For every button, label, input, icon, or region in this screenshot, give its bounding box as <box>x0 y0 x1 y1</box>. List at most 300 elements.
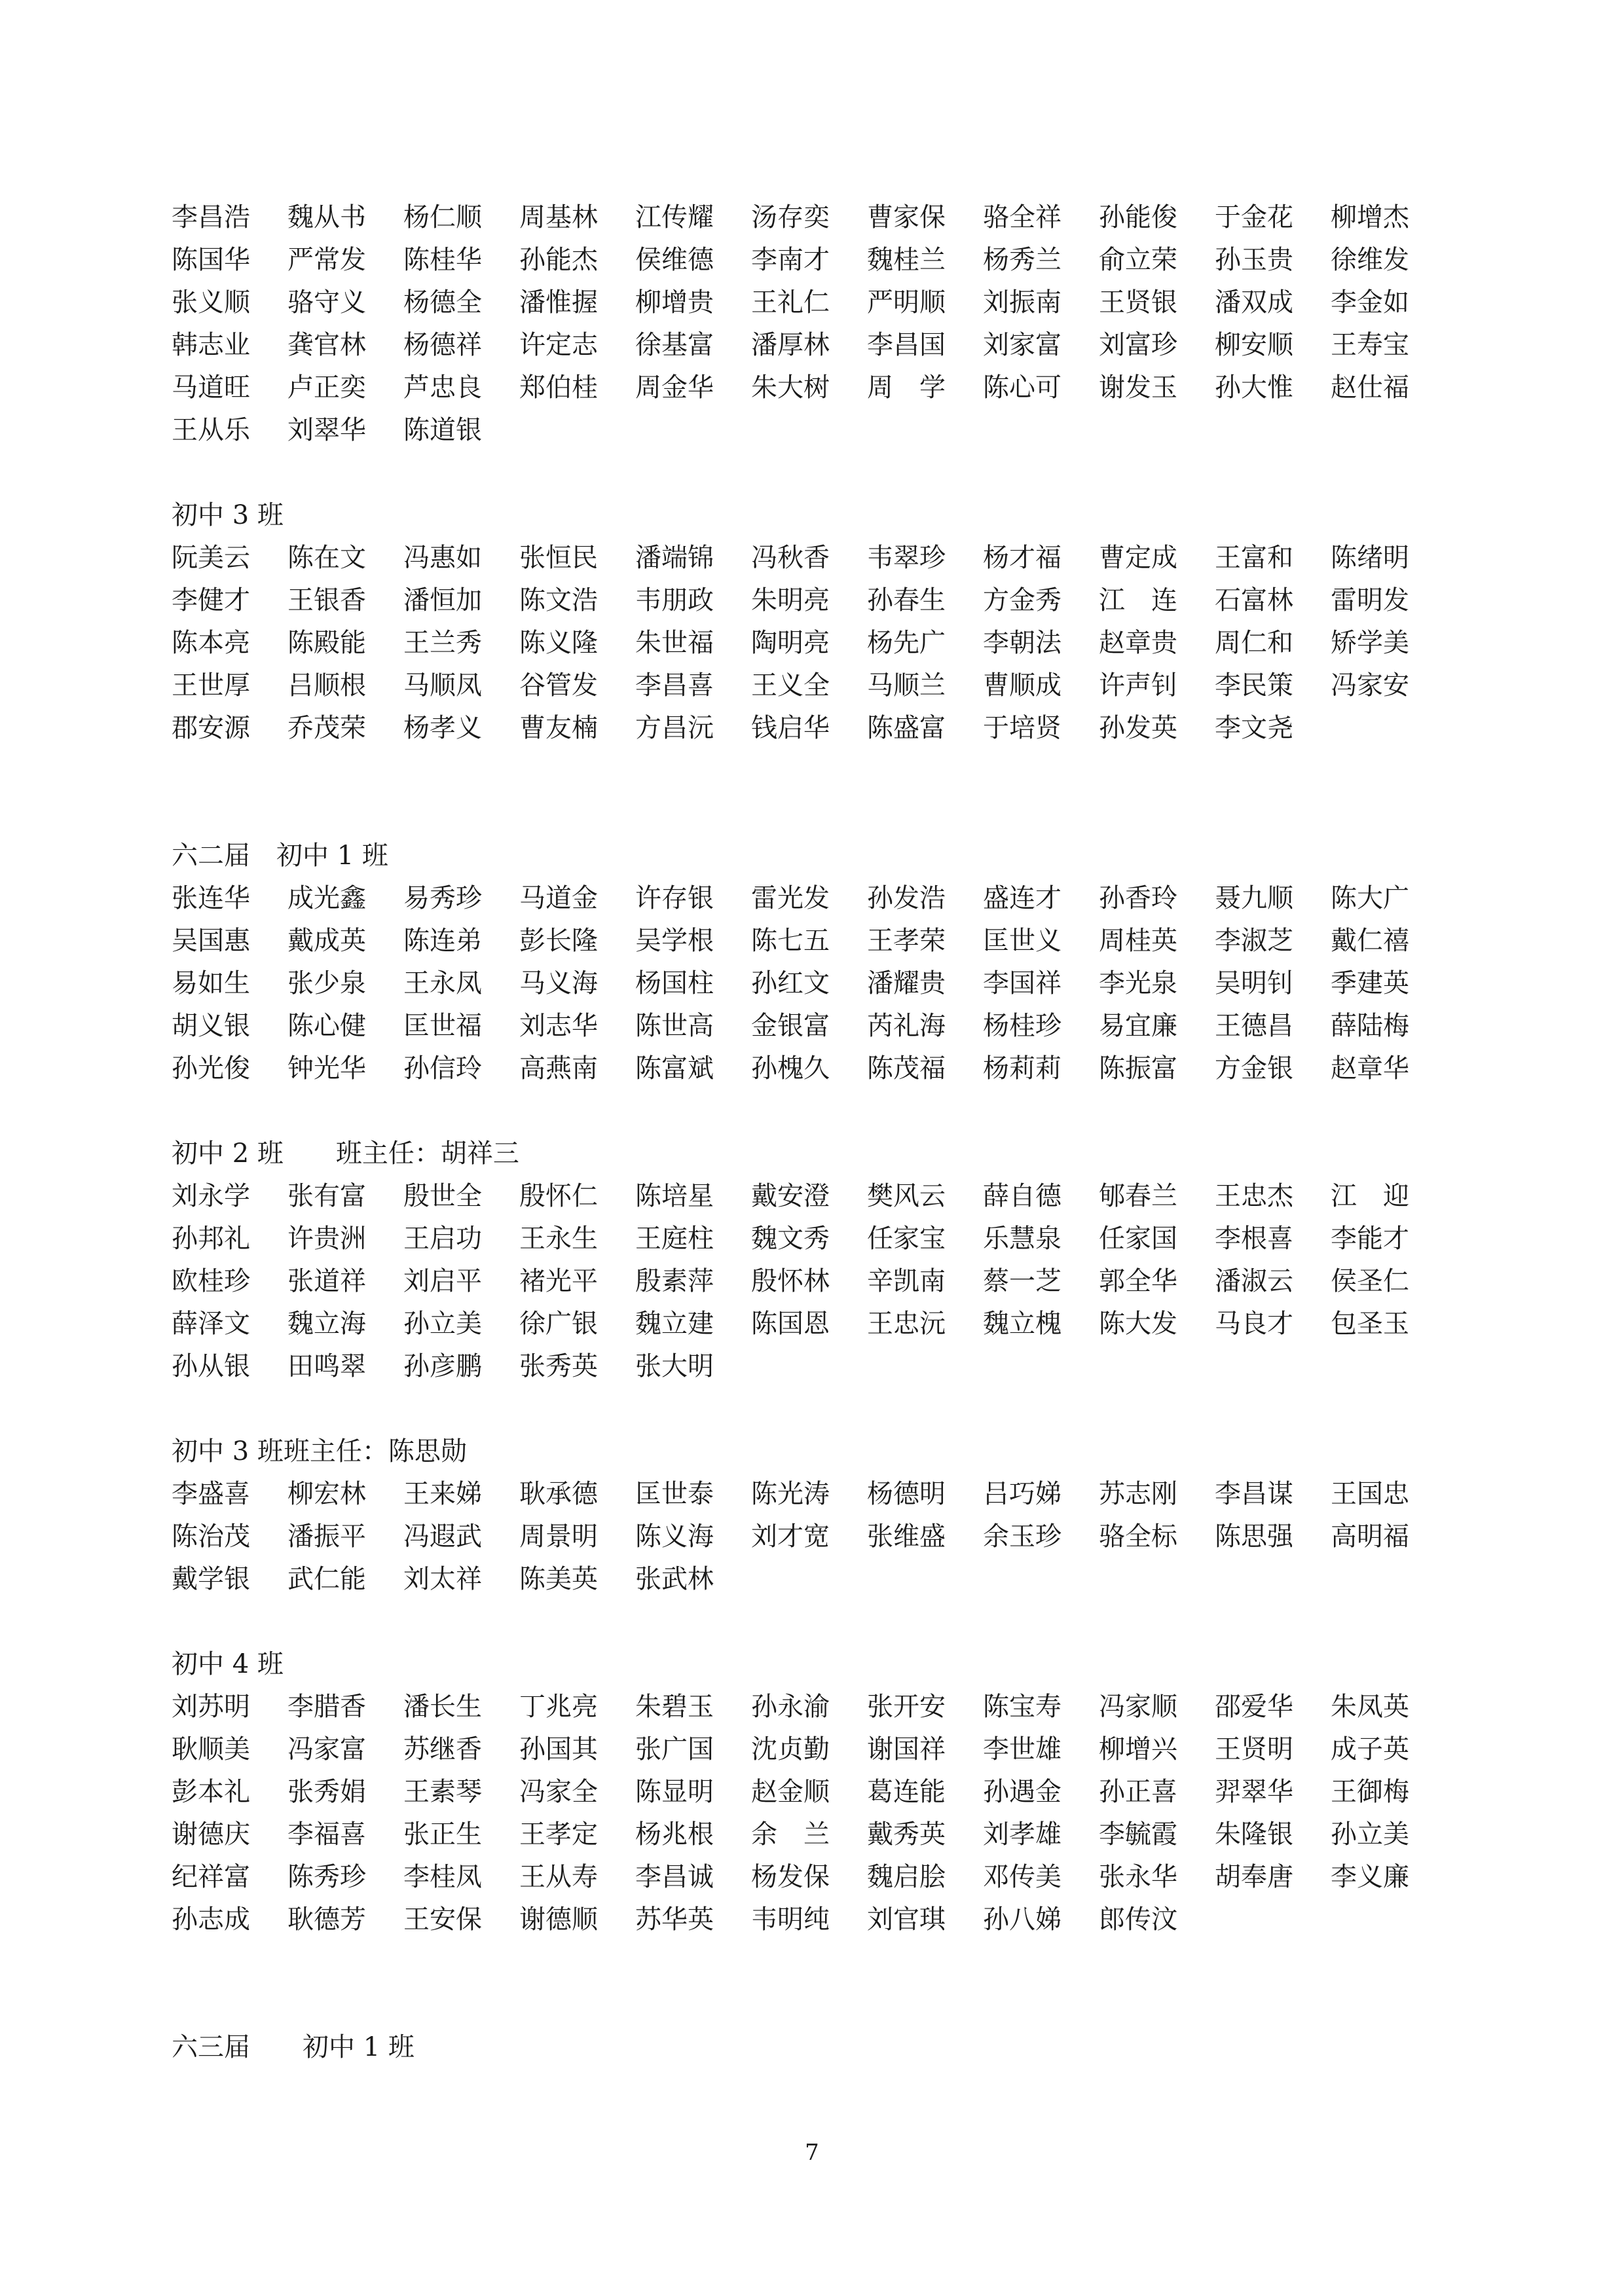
student-name: 王永凤 <box>403 968 482 998</box>
section-1963-class-1 <box>172 2026 1481 2069</box>
section-heading: 初中 4 班 <box>172 1649 284 1679</box>
student-name: 陈茂福 <box>867 1053 946 1084</box>
name-row <box>172 665 1481 707</box>
student-name: 石富林 <box>1215 585 1293 615</box>
student-name: 朱碧玉 <box>635 1692 714 1722</box>
student-name: 武仁能 <box>287 1564 366 1594</box>
student-name: 骆全标 <box>1099 1522 1177 1552</box>
student-name: 陈光涛 <box>751 1479 830 1509</box>
student-name: 曹友楠 <box>519 713 598 743</box>
student-name: 马良才 <box>1215 1309 1293 1339</box>
student-name: 冯家全 <box>519 1777 598 1807</box>
student-name: 马义海 <box>519 968 598 998</box>
student-name: 徐广银 <box>519 1309 598 1339</box>
student-name: 匡世福 <box>403 1011 482 1041</box>
student-name: 赵仕福 <box>1331 373 1409 403</box>
student-name: 陈思强 <box>1215 1522 1293 1552</box>
student-name: 成光鑫 <box>287 883 366 913</box>
student-name: 张广国 <box>635 1734 714 1764</box>
section-heading: 六三届 初中 1 班 <box>172 2032 415 2062</box>
section-spacer <box>172 1388 1481 1430</box>
student-name: 殷世全 <box>403 1181 482 1211</box>
student-name: 钟光华 <box>287 1053 366 1084</box>
student-name: 陈文浩 <box>519 585 598 615</box>
student-name: 彭本礼 <box>172 1777 250 1807</box>
student-name: 张连华 <box>172 883 250 913</box>
student-name: 王银香 <box>287 585 366 615</box>
student-name: 王礼仁 <box>751 287 830 318</box>
name-row <box>172 1218 1481 1260</box>
student-name: 芦忠良 <box>403 373 482 403</box>
student-name: 邵爱华 <box>1215 1692 1293 1722</box>
student-name: 张秀娟 <box>287 1777 366 1807</box>
student-name: 易秀珍 <box>403 883 482 913</box>
student-name: 冯家安 <box>1331 670 1409 701</box>
student-name: 于培贤 <box>983 713 1061 743</box>
student-name: 田鸣翠 <box>287 1351 366 1381</box>
student-name: 陈美英 <box>519 1564 598 1594</box>
student-name: 盛连才 <box>983 883 1061 913</box>
student-name: 陈培星 <box>635 1181 714 1211</box>
section-class-3 <box>172 494 1481 750</box>
student-name: 孙八娣 <box>983 1904 1061 1935</box>
student-name: 孙玉贵 <box>1215 245 1293 275</box>
student-name: 赵章贵 <box>1099 628 1177 658</box>
name-row <box>172 877 1481 920</box>
student-name: 张秀英 <box>519 1351 598 1381</box>
student-name: 王素琴 <box>403 1777 482 1807</box>
section-heading: 初中 3 班班主任：陈思勋 <box>172 1436 467 1467</box>
student-name: 王寿宝 <box>1331 330 1409 360</box>
student-name: 蔡一芝 <box>983 1266 1061 1296</box>
student-name: 周基林 <box>519 202 598 232</box>
student-name: 郭全华 <box>1099 1266 1177 1296</box>
student-name: 卢正奕 <box>287 373 366 403</box>
student-name: 陈义隆 <box>519 628 598 658</box>
student-name: 周 学 <box>867 373 946 403</box>
student-name: 陈世高 <box>635 1011 714 1041</box>
student-name: 包圣玉 <box>1331 1309 1409 1339</box>
student-name: 张武林 <box>635 1564 714 1594</box>
student-name: 孙槐久 <box>751 1053 830 1084</box>
name-row <box>172 1771 1481 1813</box>
student-name: 陶明亮 <box>751 628 830 658</box>
student-name: 王孝定 <box>519 1819 598 1850</box>
student-name: 李健才 <box>172 585 250 615</box>
student-name: 李毓霞 <box>1099 1819 1177 1850</box>
student-name: 郎传汶 <box>1099 1904 1177 1935</box>
student-name: 马道旺 <box>172 373 250 403</box>
name-row <box>172 962 1481 1005</box>
student-name: 孙春生 <box>867 585 946 615</box>
student-name: 李金如 <box>1331 287 1409 318</box>
name-row <box>172 1686 1481 1728</box>
student-name: 杨孝义 <box>403 713 482 743</box>
student-name: 王启功 <box>403 1224 482 1254</box>
student-name: 孙立美 <box>1331 1819 1409 1850</box>
student-name: 孙遇金 <box>983 1777 1061 1807</box>
section-1962-class-1 <box>172 835 1481 1090</box>
student-name: 孙邦礼 <box>172 1224 250 1254</box>
student-name: 柳增兴 <box>1099 1734 1177 1764</box>
section-spacer <box>172 1601 1481 1643</box>
student-name: 余 兰 <box>751 1819 830 1850</box>
name-row <box>172 707 1481 750</box>
student-name: 陈心可 <box>983 373 1061 403</box>
student-name: 耿顺美 <box>172 1734 250 1764</box>
student-name: 李光泉 <box>1099 968 1177 998</box>
student-name: 魏文秀 <box>751 1224 830 1254</box>
student-name: 王国忠 <box>1331 1479 1409 1509</box>
student-name: 张大明 <box>635 1351 714 1381</box>
student-name: 陈心健 <box>287 1011 366 1041</box>
student-name: 李根喜 <box>1215 1224 1293 1254</box>
student-name: 朱大树 <box>751 373 830 403</box>
student-name: 徐基富 <box>635 330 714 360</box>
student-name: 杨莉莉 <box>983 1053 1061 1084</box>
student-name: 刘启平 <box>403 1266 482 1296</box>
student-name: 孙国其 <box>519 1734 598 1764</box>
student-name: 张正生 <box>403 1819 482 1850</box>
student-name: 魏从书 <box>287 202 366 232</box>
name-row <box>172 1813 1481 1856</box>
student-name: 丁兆亮 <box>519 1692 598 1722</box>
student-name: 陈国恩 <box>751 1309 830 1339</box>
student-name: 成子英 <box>1331 1734 1409 1764</box>
student-name: 周仁和 <box>1215 628 1293 658</box>
student-name: 葛连能 <box>867 1777 946 1807</box>
student-name: 潘惟握 <box>519 287 598 318</box>
student-name: 谢国祥 <box>867 1734 946 1764</box>
student-name: 余玉珍 <box>983 1522 1061 1552</box>
student-name: 江 连 <box>1099 585 1177 615</box>
student-name: 陈连弟 <box>403 926 482 956</box>
student-name: 陈绪明 <box>1331 543 1409 573</box>
student-name: 樊风云 <box>867 1181 946 1211</box>
student-name: 彭长隆 <box>519 926 598 956</box>
student-name: 柳增贵 <box>635 287 714 318</box>
student-name: 薛泽文 <box>172 1309 250 1339</box>
section-continued-class <box>172 196 1481 452</box>
student-name: 冯惠如 <box>403 543 482 573</box>
section-spacer <box>172 1090 1481 1133</box>
student-name: 陈本亮 <box>172 628 250 658</box>
student-name: 刘太祥 <box>403 1564 482 1594</box>
student-name: 陈义海 <box>635 1522 714 1552</box>
student-name: 孙发英 <box>1099 713 1177 743</box>
student-name: 于金花 <box>1215 202 1293 232</box>
student-name: 戴秀英 <box>867 1819 946 1850</box>
student-name: 王忠杰 <box>1215 1181 1293 1211</box>
student-name: 王义全 <box>751 670 830 701</box>
name-row <box>172 324 1481 367</box>
student-name: 魏桂兰 <box>867 245 946 275</box>
student-name: 刘翠华 <box>287 415 366 445</box>
student-name: 钱启华 <box>751 713 830 743</box>
student-name: 江传耀 <box>635 202 714 232</box>
student-name: 江 迎 <box>1331 1181 1409 1211</box>
student-name: 柳安顺 <box>1215 330 1293 360</box>
student-name: 魏立海 <box>287 1309 366 1339</box>
student-name: 李昌喜 <box>635 670 714 701</box>
student-name: 赵章华 <box>1331 1053 1409 1084</box>
student-name: 王御梅 <box>1331 1777 1409 1807</box>
student-name: 王庭柱 <box>635 1224 714 1254</box>
student-name: 任家国 <box>1099 1224 1177 1254</box>
student-name: 吴明钊 <box>1215 968 1293 998</box>
student-name: 苏继香 <box>403 1734 482 1764</box>
student-name: 孙能杰 <box>519 245 598 275</box>
student-name: 潘端锦 <box>635 543 714 573</box>
section-class-4 <box>172 1643 1481 1941</box>
student-name: 王从乐 <box>172 415 250 445</box>
student-name: 刘家富 <box>983 330 1061 360</box>
student-name: 许定志 <box>519 330 598 360</box>
student-name: 纪祥富 <box>172 1862 250 1892</box>
student-name: 李福喜 <box>287 1819 366 1850</box>
student-name: 雷光发 <box>751 883 830 913</box>
student-name: 张恒民 <box>519 543 598 573</box>
student-name: 矫学美 <box>1331 628 1409 658</box>
section-class-3-teacher <box>172 1430 1481 1601</box>
student-name: 刘永学 <box>172 1181 250 1211</box>
student-name: 张道祥 <box>287 1266 366 1296</box>
student-name: 孙光俊 <box>172 1053 250 1084</box>
name-row <box>172 1473 1481 1516</box>
student-name: 乔茂荣 <box>287 713 366 743</box>
name-row <box>172 196 1481 239</box>
student-name: 陈道银 <box>403 415 482 445</box>
student-name: 吴国惠 <box>172 926 250 956</box>
student-name: 李义廉 <box>1331 1862 1409 1892</box>
student-name: 褚光平 <box>519 1266 598 1296</box>
student-name: 陈富斌 <box>635 1053 714 1084</box>
name-row <box>172 537 1481 579</box>
student-name: 李昌谋 <box>1215 1479 1293 1509</box>
student-name: 王兰秀 <box>403 628 482 658</box>
student-name: 王德昌 <box>1215 1011 1293 1041</box>
student-name: 王来娣 <box>403 1479 482 1509</box>
student-name: 陈治茂 <box>172 1522 250 1552</box>
student-name: 阮美云 <box>172 543 250 573</box>
student-name: 郡安源 <box>172 713 250 743</box>
student-name: 谷管发 <box>519 670 598 701</box>
name-row <box>172 1516 1481 1558</box>
student-name: 潘淑云 <box>1215 1266 1293 1296</box>
student-name: 杨才福 <box>983 543 1061 573</box>
student-name: 任家宝 <box>867 1224 946 1254</box>
student-name: 许声钊 <box>1099 670 1177 701</box>
student-name: 周景明 <box>519 1522 598 1552</box>
student-name: 耿德芳 <box>287 1904 366 1935</box>
student-name: 周金华 <box>635 373 714 403</box>
student-name: 耿承德 <box>519 1479 598 1509</box>
student-name: 朱隆银 <box>1215 1819 1293 1850</box>
student-name: 李文尧 <box>1215 713 1293 743</box>
student-name: 张义顺 <box>172 287 250 318</box>
student-name: 侯维德 <box>635 245 714 275</box>
student-name: 王贤明 <box>1215 1734 1293 1764</box>
student-name: 李朝法 <box>983 628 1061 658</box>
student-name: 许贵洲 <box>287 1224 366 1254</box>
student-name: 曹顺成 <box>983 670 1061 701</box>
section-heading: 初中 3 班 <box>172 500 284 530</box>
student-name: 孙能俊 <box>1099 202 1177 232</box>
name-row <box>172 1260 1481 1303</box>
student-name: 陈宝寿 <box>983 1692 1061 1722</box>
student-name: 马顺兰 <box>867 670 946 701</box>
student-name: 匡世义 <box>983 926 1061 956</box>
student-name: 潘长生 <box>403 1692 482 1722</box>
student-name: 张维盛 <box>867 1522 946 1552</box>
student-name: 杨仁顺 <box>403 202 482 232</box>
student-name: 殷素萍 <box>635 1266 714 1296</box>
student-name: 刘官琪 <box>867 1904 946 1935</box>
name-row <box>172 1856 1481 1899</box>
student-name: 李昌浩 <box>172 202 250 232</box>
student-name: 吕巧娣 <box>983 1479 1061 1509</box>
student-name: 孙永渝 <box>751 1692 830 1722</box>
student-name: 郇春兰 <box>1099 1181 1177 1211</box>
student-name: 潘厚林 <box>751 330 830 360</box>
student-name: 谢德庆 <box>172 1819 250 1850</box>
student-name: 方昌沅 <box>635 713 714 743</box>
name-row <box>172 1303 1481 1345</box>
name-row <box>172 622 1481 665</box>
student-name: 陈在文 <box>287 543 366 573</box>
student-name: 吕顺根 <box>287 670 366 701</box>
student-name: 李南才 <box>751 245 830 275</box>
student-name: 刘志华 <box>519 1011 598 1041</box>
student-name: 潘耀贵 <box>867 968 946 998</box>
student-name: 张有富 <box>287 1181 366 1211</box>
student-name: 雷明发 <box>1331 585 1409 615</box>
student-name: 刘孝雄 <box>983 1819 1061 1850</box>
student-name: 胡义银 <box>172 1011 250 1041</box>
name-row <box>172 1005 1481 1048</box>
student-name: 朱世福 <box>635 628 714 658</box>
student-name: 孙正喜 <box>1099 1777 1177 1807</box>
student-name: 韦翠珍 <box>867 543 946 573</box>
student-name: 马顺凤 <box>403 670 482 701</box>
student-name: 严常发 <box>287 245 366 275</box>
student-name: 陈大发 <box>1099 1309 1177 1339</box>
student-name: 李腊香 <box>287 1692 366 1722</box>
student-name: 苏志刚 <box>1099 1479 1177 1509</box>
student-name: 戴仁禧 <box>1331 926 1409 956</box>
name-row <box>172 920 1481 962</box>
student-name: 杨国柱 <box>635 968 714 998</box>
student-name: 戴安澄 <box>751 1181 830 1211</box>
student-name: 刘才宽 <box>751 1522 830 1552</box>
student-name: 李昌诚 <box>635 1862 714 1892</box>
student-name: 李昌国 <box>867 330 946 360</box>
student-name: 冯遐武 <box>403 1522 482 1552</box>
student-name: 赵金顺 <box>751 1777 830 1807</box>
student-name: 戴学银 <box>172 1564 250 1594</box>
student-name: 王孝荣 <box>867 926 946 956</box>
student-name: 孙立美 <box>403 1309 482 1339</box>
student-name: 魏立建 <box>635 1309 714 1339</box>
student-name: 方金银 <box>1215 1053 1293 1084</box>
student-name: 孙发浩 <box>867 883 946 913</box>
student-name: 沈贞勤 <box>751 1734 830 1764</box>
student-name: 朱凤英 <box>1331 1692 1409 1722</box>
student-name: 潘振平 <box>287 1522 366 1552</box>
student-name: 羿翠华 <box>1215 1777 1293 1807</box>
name-row <box>172 1899 1481 1941</box>
student-name: 许存银 <box>635 883 714 913</box>
student-name: 朱明亮 <box>751 585 830 615</box>
student-name: 李盛喜 <box>172 1479 250 1509</box>
student-name: 韦朋政 <box>635 585 714 615</box>
student-name: 乐慧泉 <box>983 1224 1061 1254</box>
name-row <box>172 1345 1481 1388</box>
student-name: 欧桂珍 <box>172 1266 250 1296</box>
name-row <box>172 579 1481 622</box>
section-spacer <box>172 452 1481 494</box>
student-name: 薛自德 <box>983 1181 1061 1211</box>
student-name: 徐维发 <box>1331 245 1409 275</box>
student-name: 陈殿能 <box>287 628 366 658</box>
student-name: 孙从银 <box>172 1351 250 1381</box>
student-name: 魏立槐 <box>983 1309 1061 1339</box>
student-name: 芮礼海 <box>867 1011 946 1041</box>
student-name: 郑伯桂 <box>519 373 598 403</box>
student-name: 韩志业 <box>172 330 250 360</box>
student-name: 杨桂珍 <box>983 1011 1061 1041</box>
student-name: 孙香玲 <box>1099 883 1177 913</box>
section-spacer <box>172 750 1481 835</box>
student-name: 李世雄 <box>983 1734 1061 1764</box>
student-name: 易宜廉 <box>1099 1011 1177 1041</box>
student-name: 薛陆梅 <box>1331 1011 1409 1041</box>
student-name: 王永生 <box>519 1224 598 1254</box>
student-name: 曹定成 <box>1099 543 1177 573</box>
name-row <box>172 1175 1481 1218</box>
student-name: 刘振南 <box>983 287 1061 318</box>
section-heading: 初中 2 班 班主任：胡祥三 <box>172 1139 519 1169</box>
student-name: 刘富珍 <box>1099 330 1177 360</box>
student-name: 陈振富 <box>1099 1053 1177 1084</box>
student-name: 王贤银 <box>1099 287 1177 318</box>
student-name: 高明福 <box>1331 1522 1409 1552</box>
student-name: 潘恒加 <box>403 585 482 615</box>
student-name: 孙信玲 <box>403 1053 482 1084</box>
student-name: 韦明纯 <box>751 1904 830 1935</box>
student-name: 张少泉 <box>287 968 366 998</box>
student-name: 陈秀珍 <box>287 1862 366 1892</box>
student-name: 王富和 <box>1215 543 1293 573</box>
roster-content <box>172 196 1481 2069</box>
student-name: 殷怀林 <box>751 1266 830 1296</box>
student-name: 骆守义 <box>287 287 366 318</box>
student-name: 骆全祥 <box>983 202 1061 232</box>
student-name: 谢德顺 <box>519 1904 598 1935</box>
section-class-2 <box>172 1133 1481 1388</box>
student-name: 张开安 <box>867 1692 946 1722</box>
name-row <box>172 367 1481 409</box>
name-row <box>172 1728 1481 1771</box>
student-name: 杨德明 <box>867 1479 946 1509</box>
student-name: 柳宏林 <box>287 1479 366 1509</box>
student-name: 冯家富 <box>287 1734 366 1764</box>
student-name: 胡奉唐 <box>1215 1862 1293 1892</box>
student-name: 王忠沅 <box>867 1309 946 1339</box>
student-name: 侯圣仁 <box>1331 1266 1409 1296</box>
section-spacer <box>172 1941 1481 2026</box>
student-name: 杨兆根 <box>635 1819 714 1850</box>
